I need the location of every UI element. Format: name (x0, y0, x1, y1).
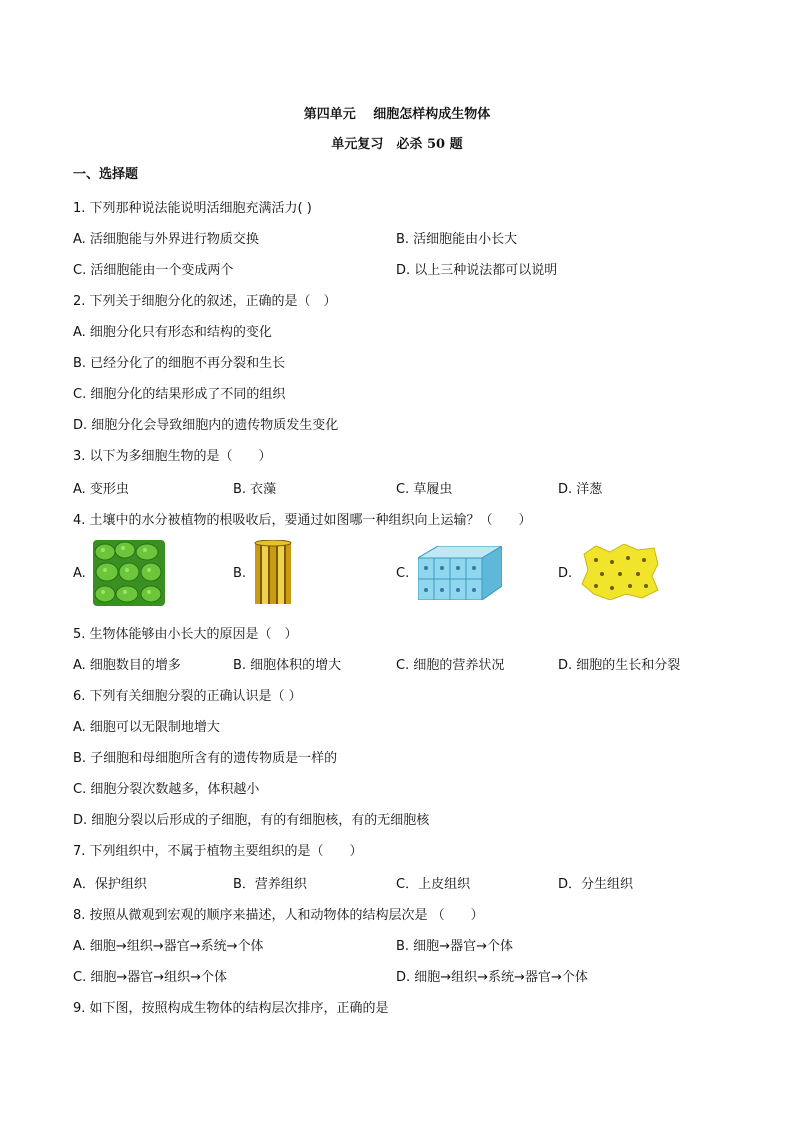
question-1-option-d: D. 以上三种说法都可以说明 (396, 263, 558, 278)
yellow-tube-tissue-illustration (253, 540, 293, 606)
question-4-option-d: D. (558, 566, 573, 581)
question-1-option-c: C. 活细胞能由一个变成两个 (73, 263, 234, 278)
page-subtitle: 单元复习 必杀 50 题 (331, 137, 463, 152)
question-8-stem: 8. 按照从微观到宏观的顺序来描述，人和动物体的结构层次是 （ ） (73, 908, 484, 923)
question-5-option-a: A. 细胞数目的增多 (73, 658, 181, 673)
question-6-option-d: D. 细胞分裂以后形成的子细胞，有的有细胞核，有的无细胞核 (73, 813, 430, 828)
question-1-stem: 1. 下列那种说法能说明活细胞充满活力( ) (73, 201, 312, 216)
question-1-option-b: B. 活细胞能由小长大 (396, 232, 518, 247)
section-title: 一、选择题 (73, 167, 139, 182)
question-5-option-d: D. 细胞的生长和分裂 (558, 658, 681, 673)
question-6-option-b: B. 子细胞和母细胞所含有的遗传物质是一样的 (73, 751, 338, 766)
question-1-option-a: A. 活细胞能与外界进行物质交换 (73, 232, 259, 247)
question-7-option-d: D．分生组织 (558, 877, 634, 892)
question-6-stem: 6. 下列有关细胞分裂的正确认识是（ ） (73, 689, 302, 704)
question-3-option-d: D. 洋葱 (558, 482, 603, 497)
question-2-option-a: A. 细胞分化只有形态和结构的变化 (73, 325, 272, 340)
question-4-option-c: C. (396, 566, 410, 581)
question-8-option-b: B. 细胞→器官→个体 (396, 939, 513, 954)
question-7-option-c: C．上皮组织 (396, 877, 471, 892)
question-8-option-c: C. 细胞→器官→组织→个体 (73, 970, 228, 985)
green-tissue-illustration (93, 540, 165, 606)
question-7-option-b: B．营养组织 (233, 877, 307, 892)
question-7-option-a: A．保护组织 (73, 877, 147, 892)
question-2-stem: 2. 下列关于细胞分化的叙述，正确的是（ ） (73, 294, 337, 309)
blue-epidermis-tissue-illustration (418, 546, 502, 600)
question-3-option-a: A. 变形虫 (73, 482, 129, 497)
question-2-option-d: D. 细胞分化会导致细胞内的遗传物质发生变化 (73, 418, 339, 433)
question-8-option-d: D. 细胞→组织→系统→器官→个体 (396, 970, 588, 985)
question-7-stem: 7. 下列组织中，不属于植物主要组织的是（ ） (73, 844, 363, 859)
question-8-option-a: A. 细胞→组织→器官→系统→个体 (73, 939, 264, 954)
question-2-option-b: B. 已经分化了的细胞不再分裂和生长 (73, 356, 286, 371)
yellow-spotted-tissue-illustration (580, 544, 660, 600)
question-4-stem: 4. 土壤中的水分被植物的根吸收后，要通过如图哪一种组织向上运输？（ ） (73, 513, 532, 528)
question-4-option-a: A. (73, 566, 86, 581)
question-3-option-b: B. 衣藻 (233, 482, 277, 497)
question-3-option-c: C. 草履虫 (396, 482, 453, 497)
question-3-stem: 3. 以下为多细胞生物的是（ ） (73, 449, 272, 464)
question-4-option-b: B. (233, 566, 247, 581)
question-9-stem: 9. 如下图，按照构成生物体的结构层次排序，正确的是 (73, 1001, 389, 1016)
question-2-option-c: C. 细胞分化的结果形成了不同的组织 (73, 387, 286, 402)
question-5-stem: 5. 生物体能够由小长大的原因是（ ） (73, 627, 298, 642)
question-5-option-b: B. 细胞体积的增大 (233, 658, 342, 673)
question-6-option-c: C. 细胞分裂次数越多，体积越小 (73, 782, 260, 797)
question-5-option-c: C. 细胞的营养状况 (396, 658, 505, 673)
page-title: 第四单元 细胞怎样构成生物体 (303, 107, 491, 122)
question-6-option-a: A. 细胞可以无限制地增大 (73, 720, 220, 735)
